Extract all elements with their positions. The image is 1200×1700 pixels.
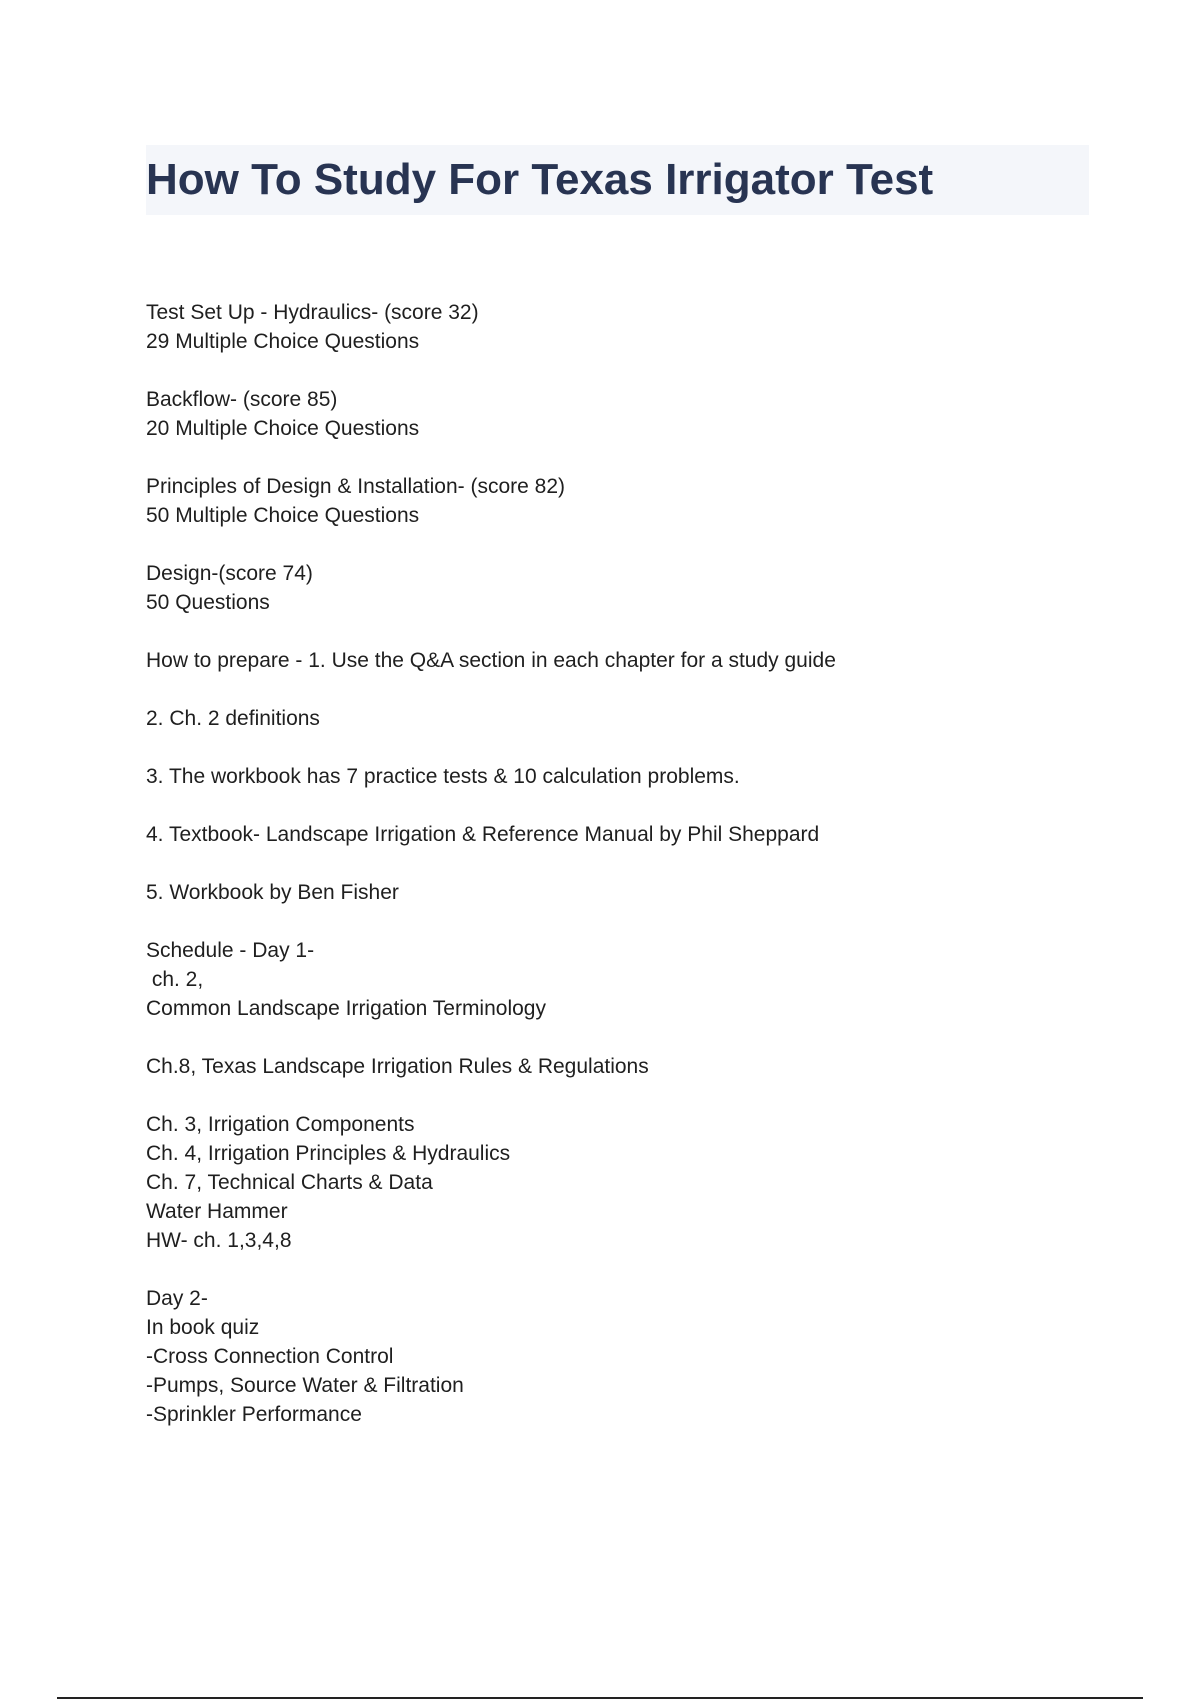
text-line: Test Set Up - Hydraulics- (score 32) (146, 301, 479, 324)
text-line: 29 Multiple Choice Questions (146, 330, 420, 353)
text-line: 50 Multiple Choice Questions (146, 504, 420, 527)
text-line: 20 Multiple Choice Questions (146, 417, 420, 440)
blank-line (146, 530, 1086, 559)
text-line: Water Hammer (146, 1200, 288, 1223)
blank-line (146, 791, 1086, 820)
blank-line (146, 356, 1086, 385)
text-line: -Cross Connection Control (146, 1345, 394, 1368)
text-line: 4. Textbook- Landscape Irrigation & Reference Manual by Phil Sheppard (146, 823, 820, 846)
blank-line (146, 849, 1086, 878)
text-line: Ch. 3, Irrigation Components (146, 1113, 415, 1136)
page-title: How To Study For Texas Irrigator Test (146, 155, 934, 204)
text-line: Common Landscape Irrigation Terminology (146, 997, 546, 1020)
text-line: Principles of Design & Installation- (score 82) (146, 475, 566, 498)
text-line: ch. 2, (146, 968, 204, 991)
text-line: Ch. 4, Irrigation Principles & Hydraulics (146, 1142, 511, 1165)
title-banner (146, 145, 1089, 215)
text-line: Day 2- (146, 1287, 208, 1310)
text-line: HW- ch. 1,3,4,8 (146, 1229, 292, 1252)
blank-line (146, 443, 1086, 472)
page-bottom-rule (57, 1697, 1143, 1699)
blank-line (146, 1023, 1086, 1052)
text-line: 50 Questions (146, 591, 270, 614)
text-line: 5. Workbook by Ben Fisher (146, 881, 399, 904)
blank-line (146, 617, 1086, 646)
blank-line (146, 1255, 1086, 1284)
text-line: Ch.8, Texas Landscape Irrigation Rules & Regulations (146, 1055, 649, 1078)
text-line: Ch. 7, Technical Charts & Data (146, 1171, 433, 1194)
document-body (146, 298, 1086, 1429)
blank-line (146, 675, 1086, 704)
text-line: Design-(score 74) (146, 562, 313, 585)
text-line: How to prepare - 1. Use the Q&A section in each chapter for a study guide (146, 649, 836, 672)
text-line: -Sprinkler Performance (146, 1403, 362, 1426)
text-line: Schedule - Day 1- (146, 939, 315, 962)
text-line: 3. The workbook has 7 practice tests & 10 calculation problems. (146, 765, 740, 788)
text-line: Backflow- (score 85) (146, 388, 338, 411)
blank-line (146, 1081, 1086, 1110)
blank-line (146, 733, 1086, 762)
blank-line (146, 907, 1086, 936)
text-line: In book quiz (146, 1316, 260, 1339)
text-line: -Pumps, Source Water & Filtration (146, 1374, 464, 1397)
text-line: 2. Ch. 2 definitions (146, 707, 320, 730)
